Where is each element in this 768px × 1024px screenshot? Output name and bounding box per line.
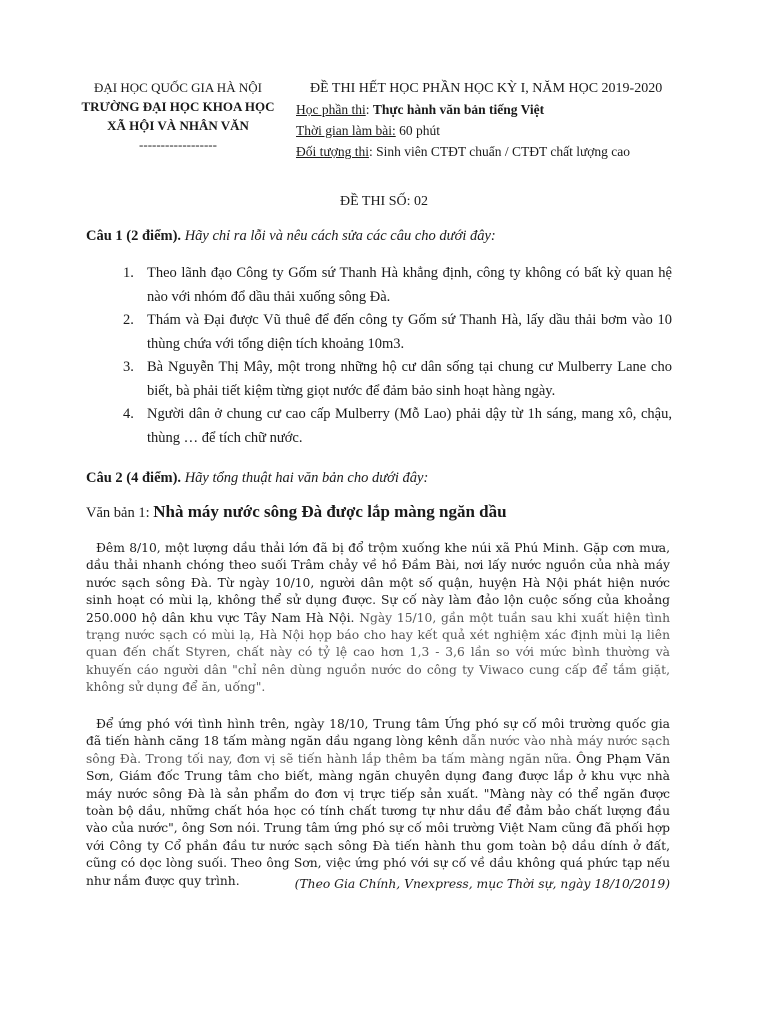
target-label: Đối tượng thi	[296, 144, 369, 159]
target-line: Đối tượng thi: Sinh viên CTĐT chuẩn / CTĐT chất lượng cao	[296, 144, 631, 159]
list-item	[86, 309, 672, 356]
text1-paragraph2	[86, 716, 670, 890]
list-item	[86, 403, 672, 450]
paragraph2-part-a: Để ứng phó với tình hình trên, ngày 18/10, Trung tâm Ứng phó sự cố môi trường quốc gia đã tiến hành căng 18 tấm màng ngăn dầu ngang lòng kênh	[86, 717, 670, 749]
target-value: Sinh viên CTĐT chuẩn / CTĐT chất lượng cao	[376, 144, 631, 159]
school-name-line1: TRƯỜNG ĐẠI HỌC KHOA HỌC	[81, 99, 275, 114]
institution-block	[78, 78, 278, 154]
text1-label: Văn bản 1:	[86, 505, 154, 521]
question2-label: Câu 2 (4 điểm).	[86, 470, 182, 486]
list-item-number: 2.	[123, 312, 134, 328]
text1-title: Nhà máy nước sông Đà được lắp màng ngăn dầu	[153, 502, 507, 521]
header-divider: ------------------	[139, 137, 217, 152]
course-label: Học phần thi	[296, 102, 366, 117]
list-item-text: Theo lãnh đạo Công ty Gốm sứ Thanh Hà khẳng định, công ty không có bất kỳ quan hệ nào với nhóm đổ dầu thải xuống sông Đà.	[147, 265, 672, 305]
time-label: Thời gian làm bài:	[296, 123, 396, 138]
exam-number: ĐỀ THI SỐ: 02	[339, 194, 429, 209]
time-value: 60 phút	[395, 123, 441, 138]
text1-heading	[86, 502, 507, 522]
list-item-text: Người dân ở chung cư cao cấp Mulberry (Mỗ Lao) phải dậy từ 1h sáng, mang xô, chậu, thùng … để tích chữ nước.	[147, 406, 672, 446]
course-value: Thực hành văn bản tiếng Việt	[372, 102, 545, 117]
question1-list	[86, 262, 672, 450]
list-item-text: Thám và Đại được Vũ thuê để đến công ty Gốm sứ Thanh Hà, lấy dầu thải bơm vào 10 thùng chứa với tổng diện tích khoảng 10m3.	[147, 312, 672, 352]
question1-heading	[86, 228, 496, 245]
question1-prompt: Hãy chỉ ra lỗi và nêu cách sửa các câu cho dưới đây:	[184, 228, 496, 244]
question1-label: Câu 1 (2 điểm).	[86, 228, 182, 244]
list-item-number: 4.	[123, 406, 134, 422]
university-name: ĐẠI HỌC QUỐC GIA HÀ NỘI	[94, 80, 262, 95]
paragraph2-part-c: Ông Phạm Văn Sơn, Giám đốc Trung tâm cho biết, màng ngăn chuyên dụng đang được lắp ở khu vực nhà máy nước sông Đà là sản phẩm do đơn vị trực tiếp sản xuất. "Màng này có thể ngăn được toàn bộ dầu, những chất hóa học có tính chất tương tự như dầu để đảm bảo chất lượng đầu vào của nước", ông Sơn nói. Trung tâm ứng phó sự cố môi trường Việt Nam cũng đã phối hợp với Công ty Cổ phần đầu tư nước sạch sông Đà tiến hành thu gom toàn bộ dầu dính ở đất, cũng có dọc lòng suối. Theo ông Sơn, việc ứng phó với sự cố về dầu không quá phức tạp nếu như nắm được quy trình.	[86, 751, 670, 888]
paragraph2-part-b: dẫn nước vào nhà máy nước sạch sông Đà. Trong tối nay, đơn vị sẽ tiến hành lắp thêm ba tấm màng ngăn nữa.	[86, 734, 670, 766]
question2-heading	[86, 470, 428, 487]
text1-paragraph1	[86, 540, 670, 697]
exam-info-block	[296, 78, 716, 162]
course-line: Học phần thi: Thực hành văn bản tiếng Việt	[296, 102, 545, 117]
list-item	[86, 262, 672, 309]
list-item-number: 3.	[123, 359, 134, 375]
paragraph1-part-a: Đêm 8/10, một lượng dầu thải lớn đã bị đổ trộm xuống khe núi xã Phú Minh. Gặp cơn mưa, dầu thải nhanh chóng theo suối Trâm chảy về hồ Đầm Bài, nơi lấy nước nguồn của nhà máy nước sạch sông Đà. Từ ngày 10/10, người dân một số quận, huyện Hà Nội phát hiện nước sinh hoạt có mùi lạ, không thể sử dụng được. Sự cố này làm đảo lộn cuộc sống của khoảng 250.000 hộ dân khu vực Tây Nam Hà Nội.	[86, 541, 670, 625]
time-line	[296, 120, 716, 141]
list-item-number: 1.	[123, 265, 134, 281]
school-name-line2: XÃ HỘI VÀ NHÂN VĂN	[107, 118, 249, 133]
paragraph1-part-b: Ngày 15/10, gần một tuần sau khi xuất hiện tình trạng nước sạch có mùi lạ, Hà Nội họp báo cho hay kết quả xét nghiệm xác định mùi lạ liên quan đến chất Styren, chất này có tỷ lệ cao hơn 1,3 - 3,6 lần so với mức bình thường và khuyến cáo người dân "chỉ nên dùng nguồn nước do công ty Viwaco cung cấp để tắm giặt, không sử dụng để ăn, uống".	[86, 610, 670, 695]
question2-prompt: Hãy tổng thuật hai văn bản cho dưới đây:	[184, 470, 429, 486]
text1-source: (Theo Gia Chính, Vnexpress, mục Thời sự, ngày 18/10/2019)	[294, 877, 670, 891]
exam-title: ĐỀ THI HẾT HỌC PHẦN HỌC KỲ I, NĂM HỌC 2019-2020	[310, 81, 663, 96]
list-item-text: Bà Nguyễn Thị Mây, một trong những hộ cư dân sống tại chung cư Mulberry Lane cho biết, bà phải tiết kiệm từng giọt nước để đảm bảo sinh hoạt hàng ngày.	[147, 359, 672, 399]
list-item	[86, 356, 672, 403]
